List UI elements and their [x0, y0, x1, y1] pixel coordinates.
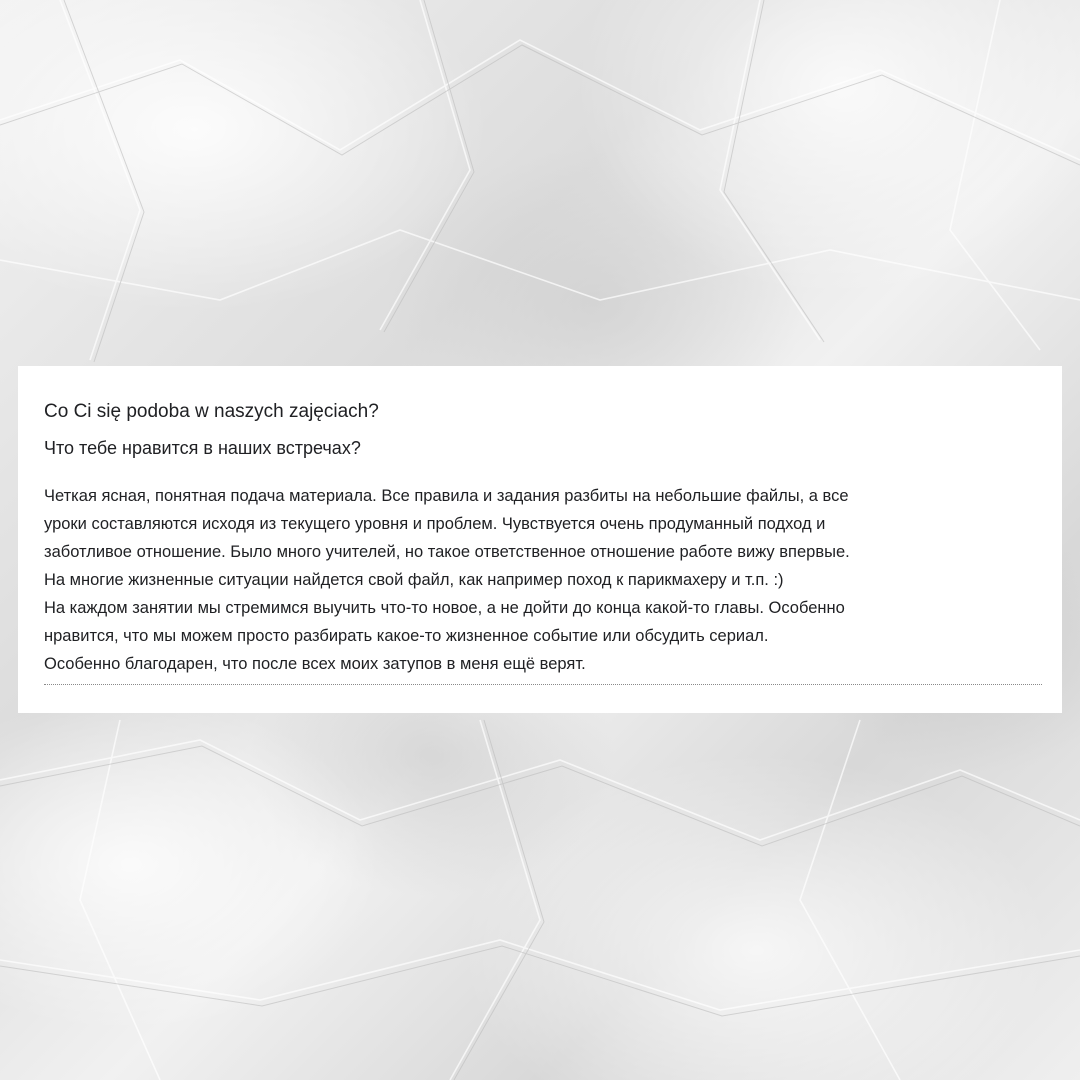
answer-line: Особенно благодарен, что после всех моих затупов в меня ещё верят.	[44, 655, 586, 673]
question-title-russian: Что тебе нравится в наших встречах?	[44, 438, 361, 458]
answer-line: нравится, что мы можем просто разбирать какое-то жизненное событие или обсудить сериал.	[44, 627, 769, 645]
answer-line: уроки составляются исходя из текущего уровня и проблем. Чувствуется очень продуманный подход и	[44, 515, 826, 533]
answer-line: Четкая ясная, понятная подача материала. Все правила и задания разбиты на небольшие файлы, а все	[44, 487, 849, 505]
answer-text-field[interactable]	[44, 482, 1042, 685]
question-title-polish: Co Ci się podoba w naszych zajęciach?	[44, 401, 379, 422]
answer-line: заботливое отношение. Было много учителей, но такое ответственное отношение работе вижу впервые.	[44, 543, 850, 561]
form-response-card	[18, 366, 1062, 713]
answer-line: На каждом занятии мы стремимся выучить что-то новое, а не дойти до конца какой-то главы. Особенно	[44, 599, 845, 617]
answer-line: На многие жизненные ситуации найдется свой файл, как например поход к парикмахеру и т.п. :)	[44, 571, 784, 589]
